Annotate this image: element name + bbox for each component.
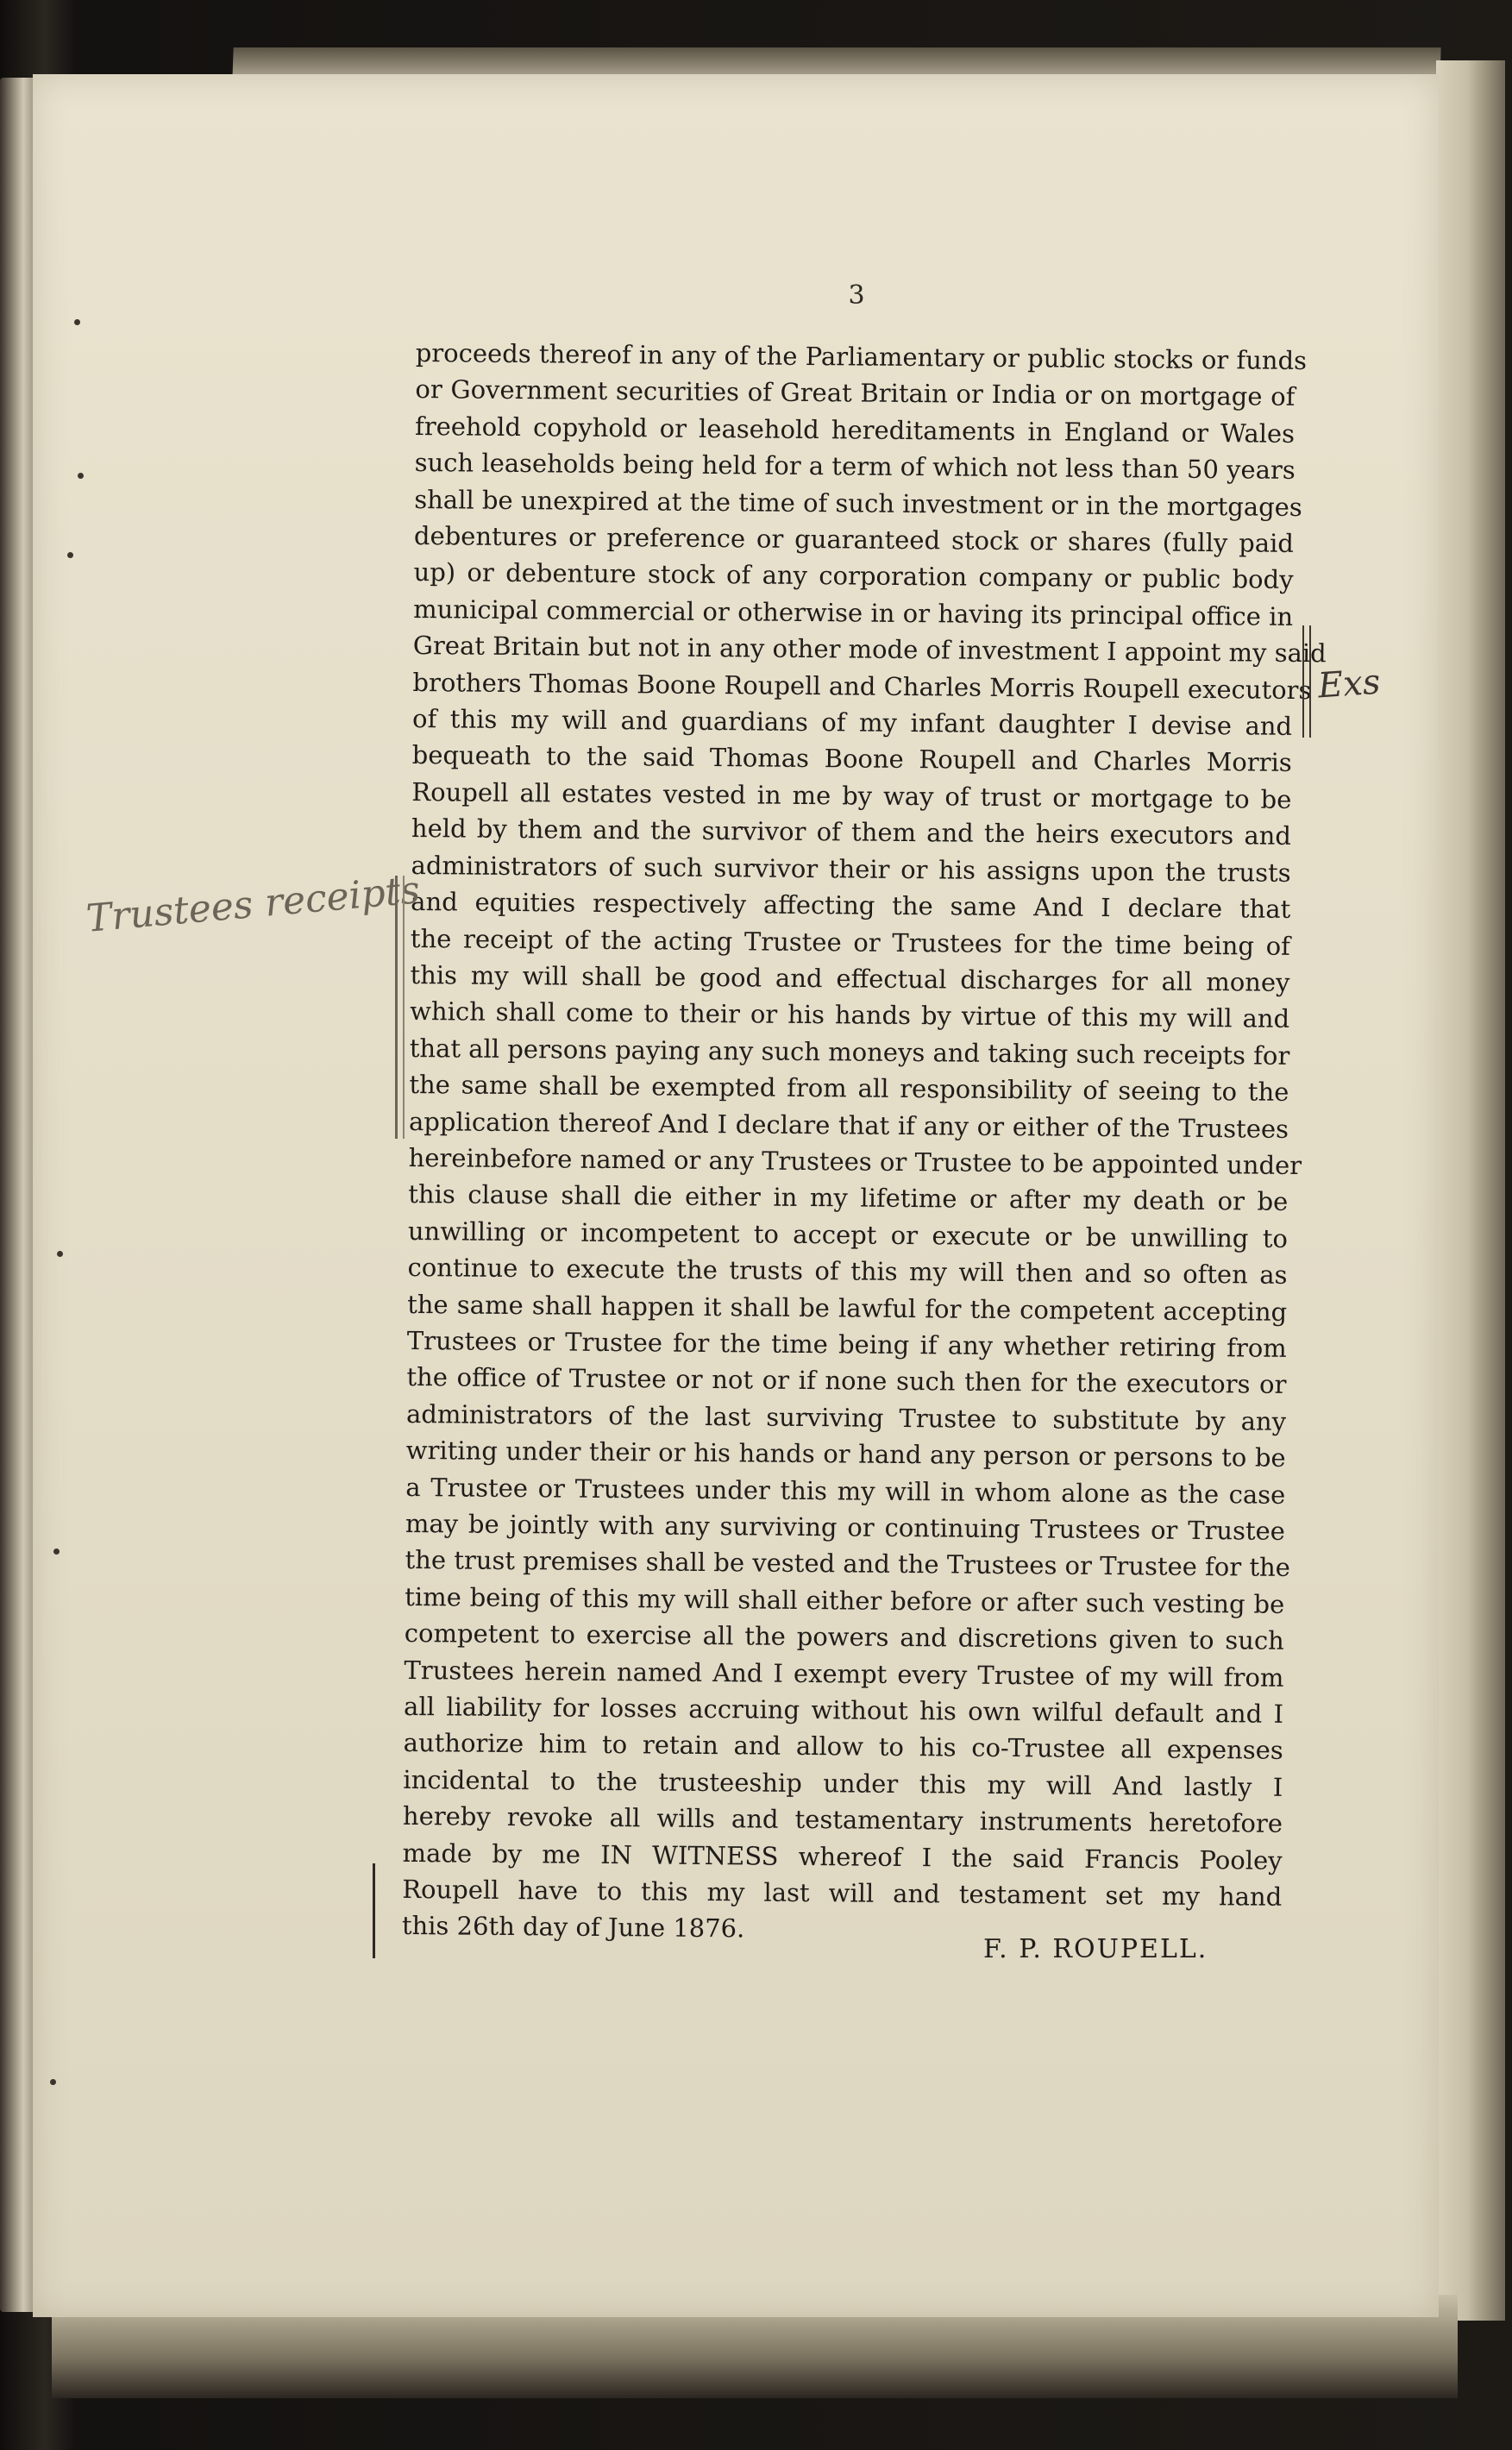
text-line: the office of Trustee or not or if none such then for the executors or: [406, 1362, 1287, 1400]
text-line: hereinbefore named or any Trustees or Trustee to be appointed under: [408, 1142, 1302, 1180]
text-line: authorize him to retain and allow to his co-Trustee all expenses: [403, 1728, 1283, 1766]
text-line: a Trustee or Trustees under this my will in whom alone as the case: [405, 1472, 1286, 1510]
text-line: hereby revoke all wills and testamentary instruments heretofore: [402, 1801, 1283, 1839]
text-line: Roupell have to this my last will and testament set my hand: [402, 1874, 1283, 1912]
text-line: freehold copyhold or leasehold hereditaments in England or Wales: [414, 411, 1296, 449]
text-line: all liability for losses accruing without his own wilful default and I: [403, 1691, 1284, 1729]
text-line: of this my will and guardians of my infant daughter I devise and: [411, 704, 1293, 741]
text-line: up) or debenture stock of any corporation company or public body: [413, 557, 1294, 595]
text-line: that all persons paying any such moneys and taking such receipts for: [409, 1033, 1290, 1071]
text-line: continue to execute the trusts of this my will then and so often as: [407, 1253, 1288, 1291]
text-line: incidental to the trusteeship under this my will And lastly I: [403, 1764, 1283, 1802]
text-line: shall be unexpired at the time of such investment or in the mortgages: [414, 484, 1302, 522]
text-line: made by me IN WITNESS whereof I the said Francis Pooley: [402, 1838, 1283, 1875]
will-body-text: [401, 335, 1327, 1952]
text-line: Roupell all estates vested in me by way of trust or mortgage to be: [411, 776, 1292, 814]
text-line: the same shall happen it shall be lawful for the competent accepting: [407, 1289, 1288, 1327]
ink-margin-bar: [373, 1863, 375, 1958]
text-line: proceeds thereof in any of the Parliamentary or public stocks or funds: [415, 337, 1308, 376]
text-line: this 26th day of June 1876.: [401, 1911, 745, 1944]
text-line: application thereof And I declare that if any or either of the Trustees: [408, 1106, 1289, 1144]
text-line: the receipt of the acting Trustee or Trustees for the time being of: [410, 923, 1291, 961]
text-line: or Government securities of Great Britain or India or on mortgage of: [415, 374, 1296, 412]
right-page-edges: [1436, 60, 1505, 2321]
text-line: unwilling or incompetent to accept or execute or be unwilling to: [407, 1216, 1289, 1253]
binding-hole: [67, 552, 73, 558]
page-number: 3: [848, 280, 865, 311]
signature: F. P. ROUPELL.: [983, 1934, 1208, 1964]
text-line: this clause shall die either in my lifetime or after my death or be: [408, 1179, 1289, 1217]
text-line: administrators of the last surviving Trustee to substitute by any: [405, 1398, 1287, 1436]
binding-hole: [53, 1549, 60, 1555]
text-line: the trust premises shall be vested and the Trustees or Trustee for the: [405, 1545, 1291, 1583]
pencil-margin-bracket: [395, 876, 405, 1139]
text-line: brothers Thomas Boone Roupell and Charles Morris Roupell executors: [412, 667, 1312, 705]
text-line: municipal commercial or otherwise in or having its principal office in: [413, 594, 1294, 631]
text-line: such leaseholds being held for a term of which not less than 50 years: [414, 448, 1296, 486]
binding-hole: [50, 2079, 56, 2085]
text-line: debentures or preference or guaranteed stock or shares (fully paid: [413, 521, 1295, 558]
text-line: writing under their or his hands or hand any person or persons to be: [405, 1435, 1286, 1473]
binding-hole: [74, 319, 80, 325]
text-line: may be jointly with any surviving or continuing Trustees or Trustee: [405, 1508, 1286, 1546]
text-line: held by them and the survivor of them and the heirs executors and: [411, 814, 1292, 851]
text-line: and equities respectively affecting the same And I declare that: [411, 887, 1291, 924]
text-line: which shall come to their or his hands by virtue of this my will and: [410, 996, 1290, 1034]
ink-margin-bracket: [1302, 625, 1311, 738]
text-line: time being of this my will shall either before or after such vesting be: [405, 1581, 1285, 1619]
binding-hole: [78, 473, 84, 479]
text-line: this my will shall be good and effectual discharges for all money: [410, 959, 1290, 997]
margin-note-trustees-receipts: Trustees receipts: [85, 868, 422, 941]
text-line: bequeath to the said Thomas Boone Roupell and Charles Morris: [411, 740, 1292, 778]
text-line: competent to exercise all the powers and discretions given to such: [404, 1618, 1284, 1656]
text-line: the same shall be exempted from all responsibility of seeing to the: [409, 1070, 1289, 1107]
margin-note-executors: Exs: [1316, 662, 1382, 707]
text-line: Trustees or Trustee for the time being if any whether retiring from: [406, 1325, 1287, 1363]
text-line: Trustees herein named And I exempt every Trustee of my will from: [404, 1655, 1284, 1693]
binding-hole: [57, 1251, 63, 1257]
text-line: Great Britain but not in any other mode of investment I appoint my said: [412, 631, 1327, 669]
text-line: administrators of such survivor their or his assigns upon the trusts: [411, 850, 1291, 888]
